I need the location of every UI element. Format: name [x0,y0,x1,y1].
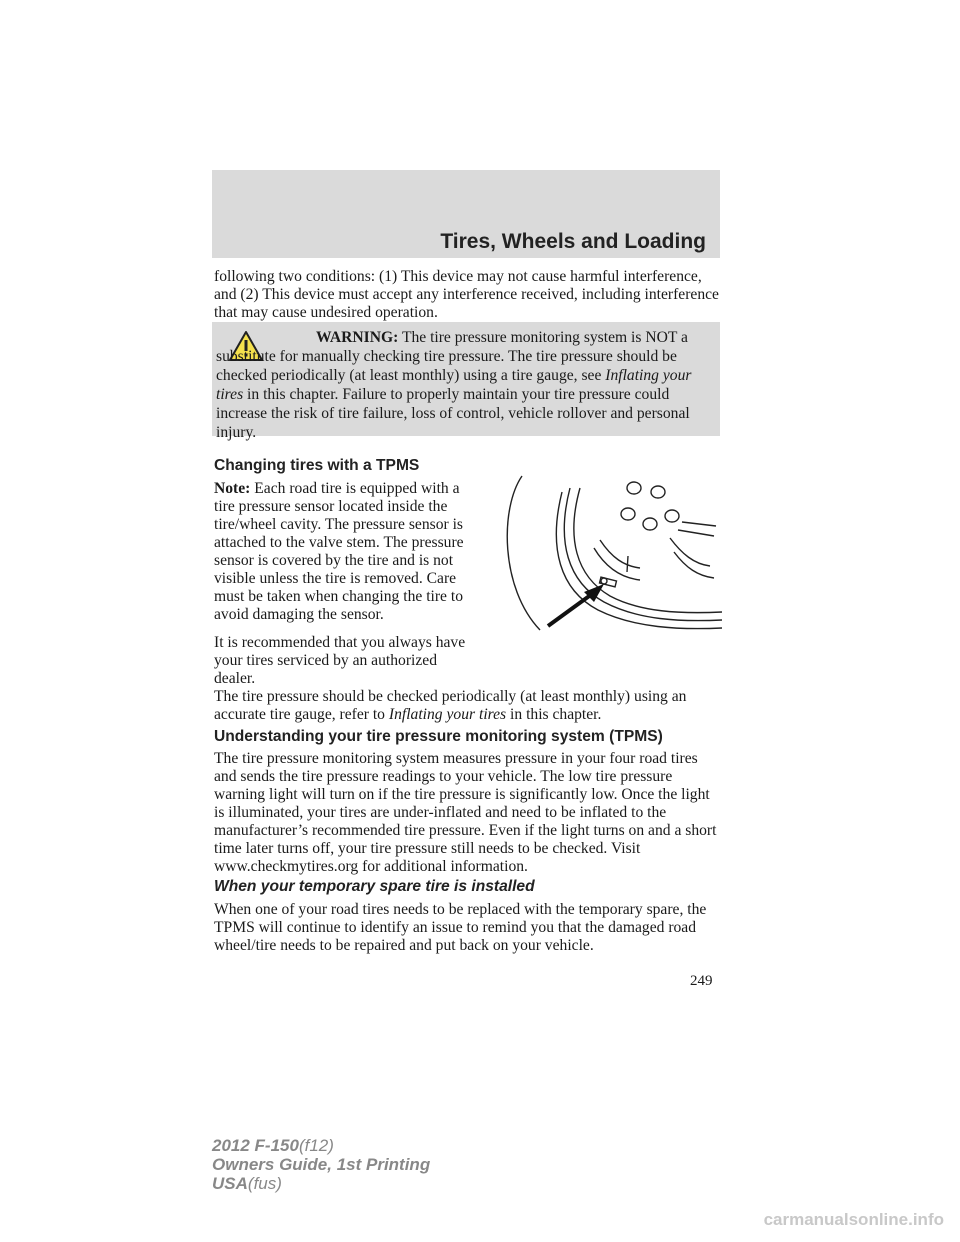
note-text: Each road tire is equipped with a tire pressure sensor located inside the tire/wheel cavity. The pressure sensor is attached to the valve stem. The pressure sensor is covered by the tire and is not visible unless the tire is removed. Care must be taken when changing the tire to avoid damaging the sensor. [214,480,464,623]
tire-outer-arc [507,476,540,630]
footer-market: USA [212,1174,248,1193]
tire-sensor-illustration [500,468,724,638]
footer-edition: Owners Guide, 1st Printing [212,1155,431,1174]
note-paragraph [214,480,472,624]
heading-understanding-tpms: Understanding your tire pressure monitoring system (TPMS) [214,728,663,745]
spare-paragraph [214,901,722,955]
check-text-1: The tire pressure should be checked periodically (at least monthly) using an accurate tire gauge, refer to [214,688,687,723]
heading-changing-tires: Changing tires with a TPMS [214,457,420,474]
heading-temporary-spare: When your temporary spare tire is installed [214,878,535,895]
warning-link-inflating: Inflating your tires [216,367,692,403]
warning-box [212,322,720,441]
footer-model-code: (f12) [298,1136,334,1155]
check-text-2: in this chapter. [506,706,602,723]
warning-text [216,328,712,442]
recommend-text: It is recommended that you always have your tires serviced by an authorized dealer. [214,634,466,687]
warning-body-1: The tire pressure monitoring system is NOT a substitute for manually checking tire pressure. The tire pressure should be checked periodically (at least monthly) using a tire gauge, see [216,329,688,384]
intro-text: following two conditions: (1) This device may not cause harmful interference, and (2) This device must accept any interference received, including interference that may cause undesired operation. [214,268,719,321]
note-label: Note: [214,480,251,497]
check-paragraph [214,688,722,724]
site-watermark: carmanualsonline.info [763,1210,944,1229]
warning-label: WARNING: [316,329,399,346]
print-footer [212,1136,430,1193]
intro-paragraph [214,268,722,322]
footer-market-code: (fus) [247,1174,282,1193]
section-title: Tires, Wheels and Loading [440,230,706,253]
footer-model: 2012 F-150 [212,1136,299,1155]
understanding-text: The tire pressure monitoring system measures pressure in your four road tires and sends the tire pressure readings to your vehicle. The low tire pressure warning light will turn on if the tire pressure is significantly low. Once the light is illuminated, your tires are under-inflated and need to be inflated to the manufacturer’s recommended tire pressure. Even if the light turns on and a short time later turns off, your tire pressure still needs to be checked. Visit www.checkmytires.org for additional information. [214,750,717,875]
section-header-band [212,170,720,258]
sensor-pointer-arrow [548,584,604,626]
recommend-paragraph [214,634,472,688]
understanding-paragraph [214,750,722,876]
warning-body-2: in this chapter. Failure to properly maintain your tire pressure could increase the risk of tire failure, loss of control, vehicle rollover and personal injury. [216,386,690,441]
page-number: 249 [690,973,713,989]
spare-text: When one of your road tires needs to be replaced with the temporary spare, the TPMS will continue to identify an issue to remind you that the damaged road wheel/tire needs to be repaired and put back on your vehicle. [214,901,707,954]
check-link-inflating: Inflating your tires [388,706,507,723]
